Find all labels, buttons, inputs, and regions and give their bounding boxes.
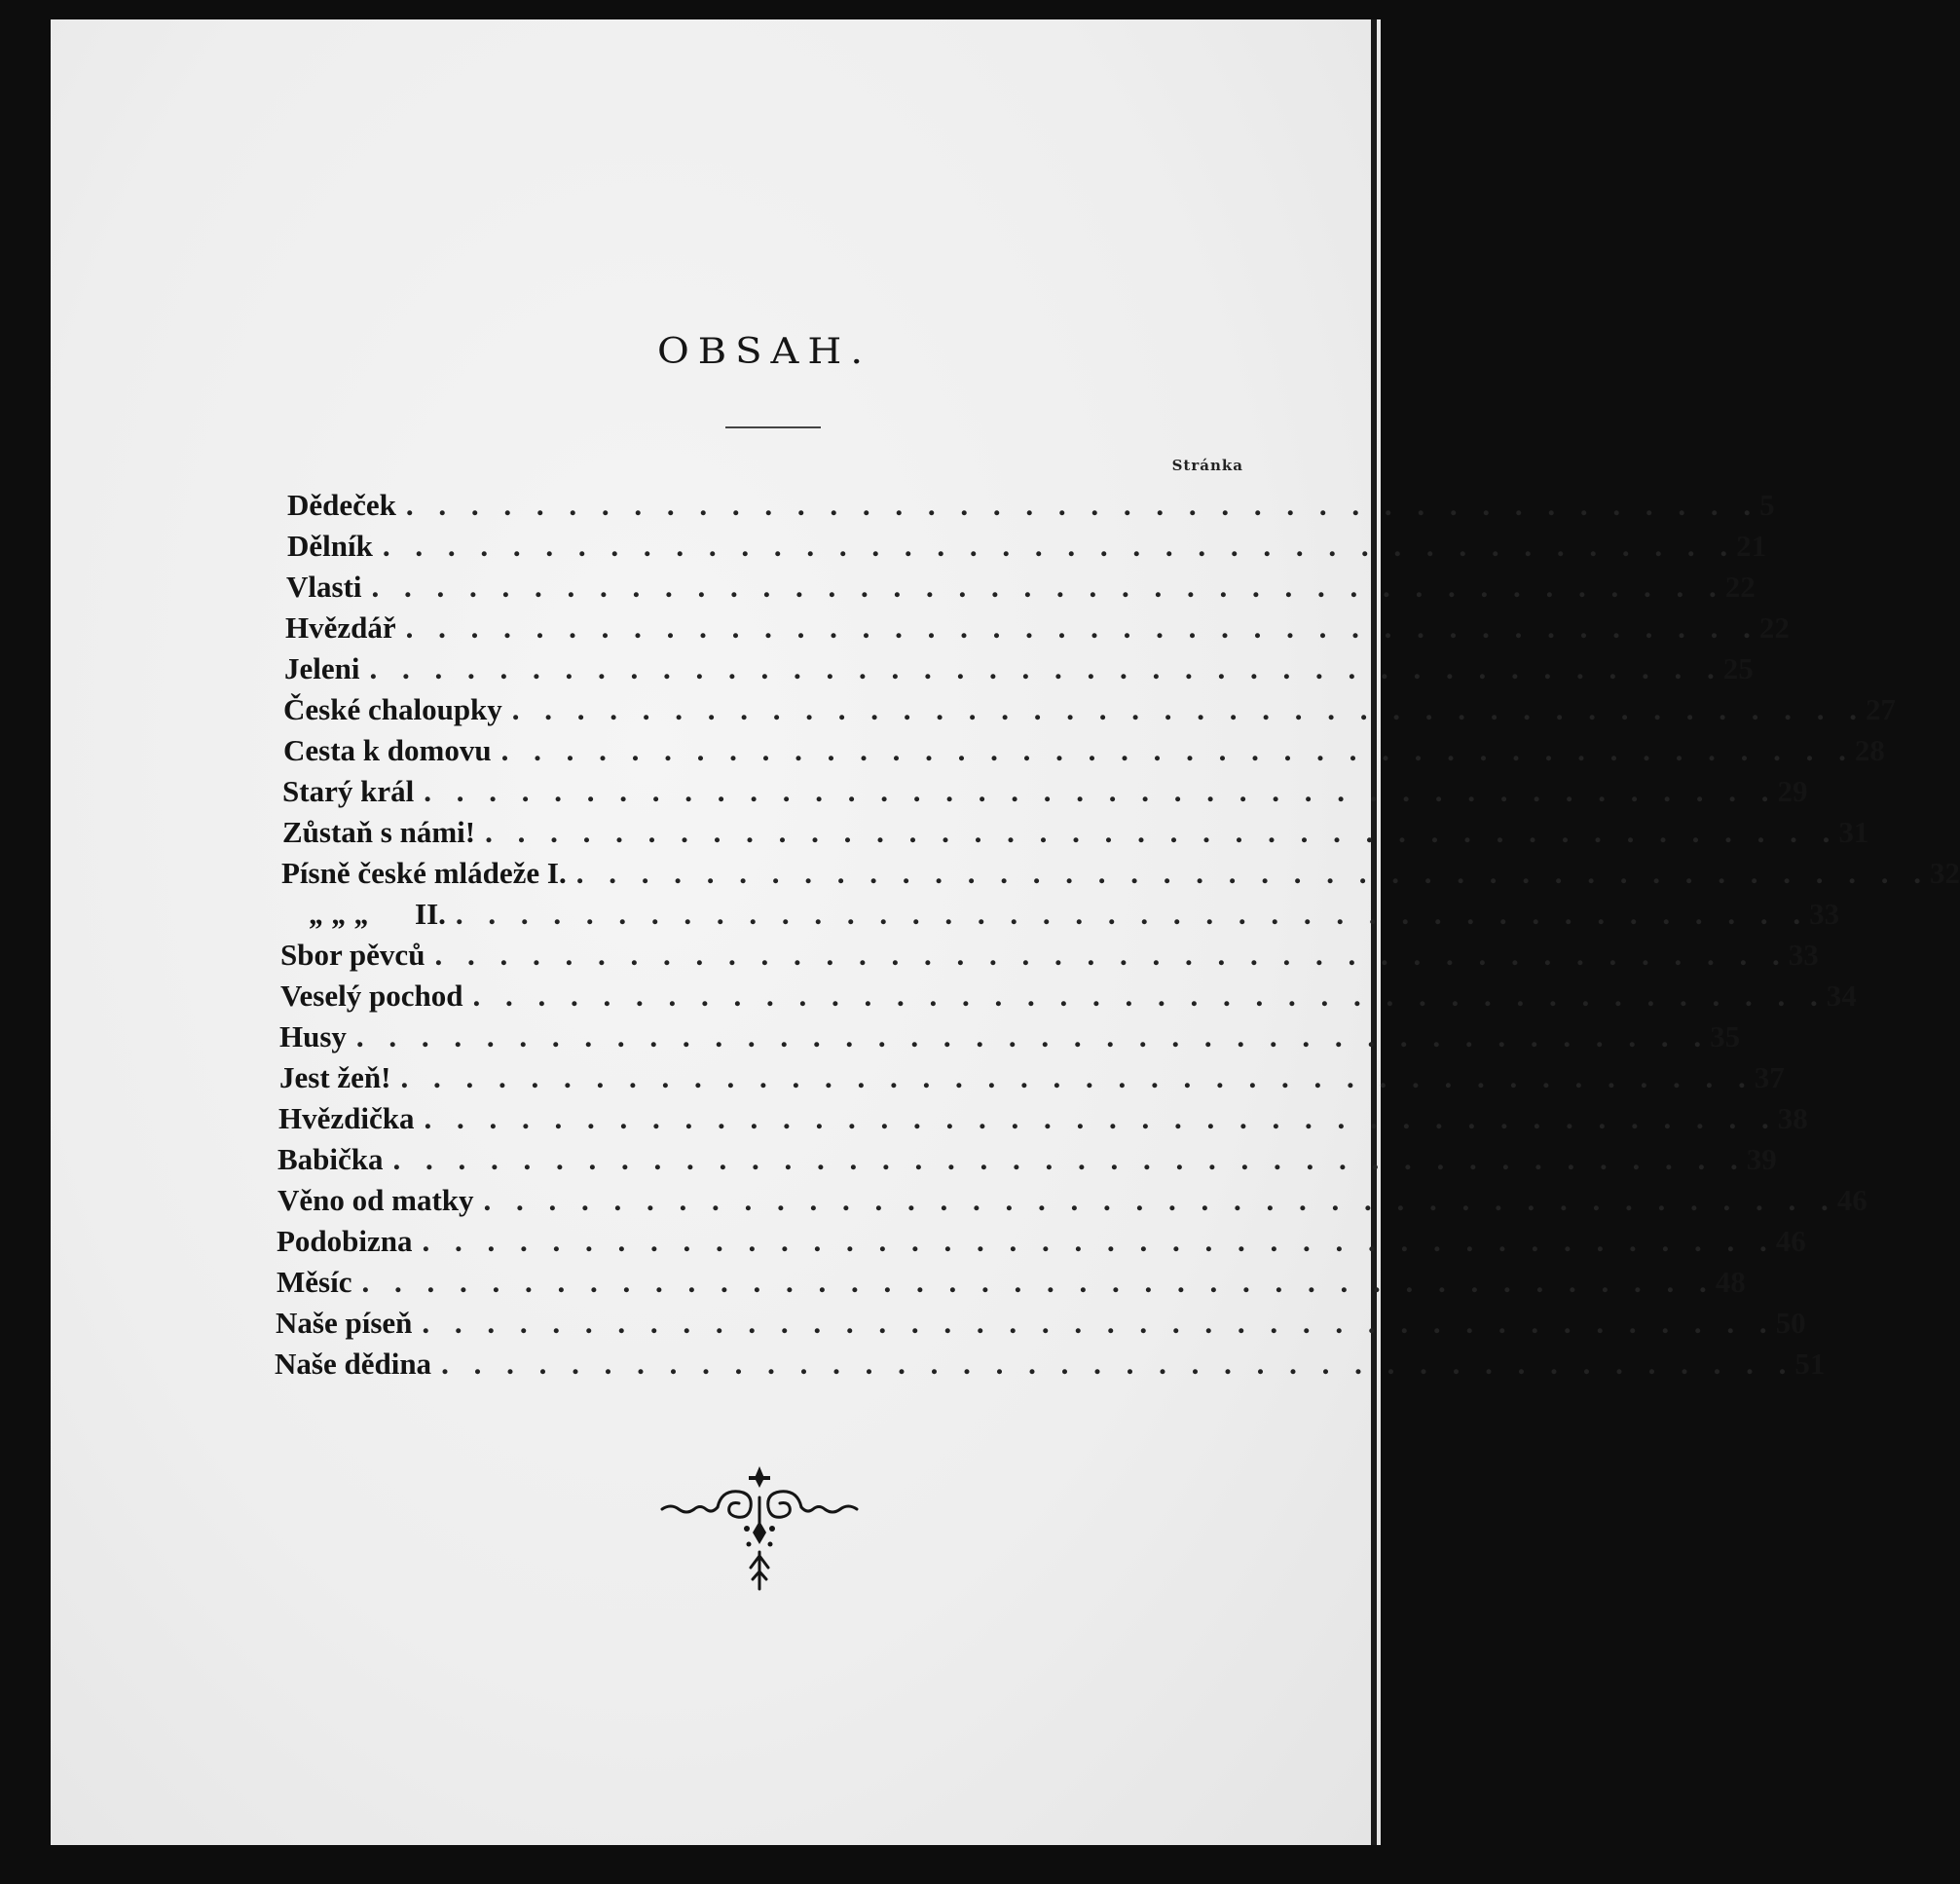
fleuron-ornament	[657, 1459, 862, 1605]
dot-leader: . . . . . . . . . . . . . . . . . . . . . . . . . . . . . . . . . . . . . . . . . .	[424, 774, 1778, 808]
toc-entry-title: Starý král	[282, 774, 415, 808]
toc-entry-page: 32	[1929, 856, 1960, 890]
dot-leader: . . . . . . . . . . . . . . . . . . . . . . . . . . . . . . . . . . . . . . . . . .	[500, 733, 1855, 767]
toc-entry-page: 22	[1724, 570, 1756, 604]
toc-entry	[277, 1265, 1746, 1302]
toc-entry-page: 27	[1866, 692, 1897, 726]
toc-entry-title: Vlasti	[286, 570, 362, 604]
dot-leader: . . . . . . . . . . . . . . . . . . . . . . . . . . . . . . . . . . . . . . . . . .	[511, 692, 1867, 726]
toc-entry-page: 31	[1838, 815, 1869, 849]
toc-entry-title: Veselý pochod	[280, 979, 463, 1013]
toc-entry-title: Cesta k domovu	[283, 733, 492, 767]
dot-leader: . . . . . . . . . . . . . . . . . . . . . . . . . . . . . . . . . . . . . . . . . .	[483, 1183, 1837, 1217]
toc-entry-title: Jeleni	[284, 651, 360, 685]
toc-entry-page: 25	[1722, 651, 1754, 685]
toc-entry-page: 29	[1777, 774, 1808, 808]
toc-entry-page: 33	[1809, 897, 1840, 931]
toc-entry-title: Husy	[279, 1019, 347, 1053]
dot-leader: . . . . . . . . . . . . . . . . . . . . . . . . . . . . . . . . . . . . . . . . . .	[400, 1060, 1755, 1094]
toc-entry-page: 38	[1777, 1101, 1808, 1135]
toc-entry	[287, 529, 1767, 566]
toc-entry	[286, 570, 1756, 607]
toc-entry-title: Naše dědina	[275, 1347, 432, 1381]
toc-entry	[275, 1347, 1826, 1384]
toc-entry	[283, 692, 1897, 729]
toc-entry-page: 39	[1746, 1142, 1777, 1176]
dot-leader: . . . . . . . . . . . . . . . . . . . . . . . . . . . . . . . . . . . . . . . . . .	[455, 897, 1810, 931]
toc-entry-title: Jest žeň!	[279, 1060, 391, 1094]
toc-entry-title: Hvězdička	[278, 1101, 415, 1135]
toc-entry-page: 51	[1794, 1347, 1826, 1381]
toc-entry-page: 46	[1775, 1224, 1806, 1258]
toc-entry	[282, 774, 1808, 811]
page-title: OBSAH.	[656, 330, 872, 373]
toc-entry	[280, 938, 1819, 975]
title-rule	[725, 426, 821, 428]
toc-entry-title: Měsíc	[277, 1265, 352, 1299]
toc-entry	[287, 488, 1775, 525]
dot-leader: . . . . . . . . . . . . . . . . . . . . . . . . . . . . . . . . . . . . . . . . . .	[405, 610, 1759, 645]
toc-entry	[281, 856, 1960, 893]
dot-leader: . . . . . . . . . . . . . . . . . . . . . . . . . . . . . . . . . . . . . . . . . .	[575, 856, 1930, 890]
toc-entry-page: 33	[1788, 938, 1819, 972]
dot-leader: . . . . . . . . . . . . . . . . . . . . . . . . . . . . . . . . . . . . . . . . . .	[355, 1019, 1711, 1053]
dot-leader: . . . . . . . . . . . . . . . . . . . . . . . . . . . . . . . . . . . . . . . . . .	[361, 1265, 1716, 1299]
toc-entry	[277, 1183, 1868, 1220]
ditto-marks: „ „ „	[310, 897, 370, 931]
toc-entry-page: 37	[1754, 1060, 1785, 1094]
toc-entry-title: České chaloupky	[283, 692, 502, 726]
dot-leader: . . . . . . . . . . . . . . . . . . . . . . . . . . . . . . . . . . . . . . . . . .	[371, 570, 1725, 604]
dot-leader: . . . . . . . . . . . . . . . . . . . . . . . . . . . . . . . . . . . . . . . . . .	[485, 815, 1839, 849]
dot-leader: . . . . . . . . . . . . . . . . . . . . . . . . . . . . . . . . . . . . . . . . . .	[472, 979, 1827, 1013]
dot-leader: . . . . . . . . . . . . . . . . . . . . . . . . . . . . . . . . . . . . . . . . . .	[441, 1347, 1795, 1381]
toc-entry-title: Dělník	[287, 529, 373, 563]
dot-leader: . . . . . . . . . . . . . . . . . . . . . . . . . . . . . . . . . . . . . . . . . .	[405, 488, 1760, 522]
toc-entry-page: 50	[1775, 1306, 1806, 1340]
toc-entry	[280, 979, 1857, 1016]
toc-entry	[278, 1101, 1808, 1138]
toc-entry-page: 46	[1836, 1183, 1868, 1217]
page-column-label: Stránka	[1171, 457, 1243, 474]
dot-leader: . . . . . . . . . . . . . . . . . . . . . . . . . . . . . . . . . . . . . . . . . .	[369, 651, 1723, 685]
toc-entry-title: Věno od matky	[277, 1183, 474, 1217]
toc-entry	[310, 897, 1840, 934]
toc-entry	[279, 1060, 1785, 1097]
toc-entry-page: 48	[1715, 1265, 1746, 1299]
toc-entry-title: Dědeček	[287, 488, 396, 522]
toc-entry	[284, 651, 1754, 688]
toc-entry-title: Hvězdář	[285, 610, 396, 645]
toc-entry-title: Babička	[277, 1142, 384, 1176]
toc-entry-title: II.	[415, 897, 446, 931]
toc-entry	[282, 815, 1869, 852]
toc-entry	[283, 733, 1885, 770]
toc-entry-title: Zůstaň s námi!	[282, 815, 476, 849]
toc-entry-title: Naše píseň	[276, 1306, 413, 1340]
toc-entry-page: 5	[1759, 488, 1775, 522]
dot-leader: . . . . . . . . . . . . . . . . . . . . . . . . . . . . . . . . . . . . . . . . . .	[434, 938, 1789, 972]
toc-entry-title: Podobizna	[277, 1224, 413, 1258]
toc-entry-page: 34	[1826, 979, 1857, 1013]
toc-entry	[276, 1306, 1806, 1343]
dot-leader: . . . . . . . . . . . . . . . . . . . . . . . . . . . . . . . . . . . . . . . . . .	[422, 1224, 1776, 1258]
dot-leader: . . . . . . . . . . . . . . . . . . . . . . . . . . . . . . . . . . . . . . . . . .	[392, 1142, 1747, 1176]
toc-entry-title: Písně české mládeže I.	[281, 856, 567, 890]
dot-leader: . . . . . . . . . . . . . . . . . . . . . . . . . . . . . . . . . . . . . . . . . .	[382, 529, 1737, 563]
toc-entry-page: 21	[1736, 529, 1767, 563]
toc-entry	[277, 1224, 1806, 1261]
toc-entry	[279, 1019, 1741, 1056]
toc-entry-page: 28	[1854, 733, 1885, 767]
toc-entry-page: 22	[1758, 610, 1790, 645]
toc-entry-title: Sbor pěvců	[280, 938, 425, 972]
dot-leader: . . . . . . . . . . . . . . . . . . . . . . . . . . . . . . . . . . . . . . . . . .	[422, 1306, 1776, 1340]
table-of-contents	[0, 488, 1960, 1403]
dot-leader: . . . . . . . . . . . . . . . . . . . . . . . . . . . . . . . . . . . . . . . . . .	[424, 1101, 1778, 1135]
toc-entry	[285, 610, 1790, 647]
toc-entry-page: 35	[1710, 1019, 1741, 1053]
toc-entry	[277, 1142, 1777, 1179]
